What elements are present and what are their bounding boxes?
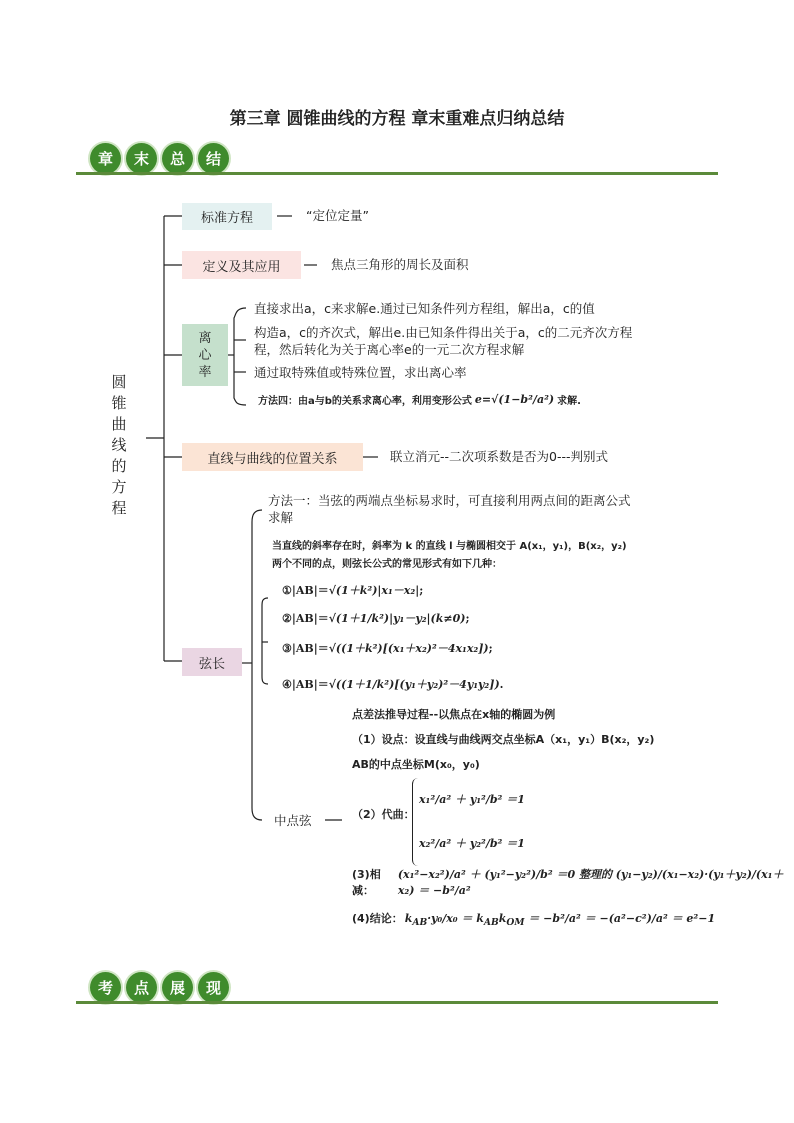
mid-chord-intro: 点差法推导过程--以焦点在x轴的椭圆为例 bbox=[352, 708, 556, 721]
section-char: 总 bbox=[162, 143, 193, 174]
step-3-formula: (x₁²−x₂²)/a² ＋ (y₁²−y₂²)/b² ＝0 整理的 (y₁−y₂)/(x₁−x₂)·(y₁＋y₂)/(x₁＋x₂) ＝ −b²/a² bbox=[397, 868, 784, 897]
step-3-label: (3)相减： bbox=[352, 868, 381, 897]
mid-chord-step-2: （2）代曲： bbox=[352, 808, 415, 821]
root-char: 方 bbox=[111, 478, 127, 496]
section-char: 章 bbox=[90, 143, 121, 174]
eccentricity-method-3: 通过取特殊值或特殊位置，求出离心率 bbox=[254, 365, 467, 380]
method-4-suffix: 求解. bbox=[557, 396, 581, 407]
section-rule bbox=[76, 1001, 718, 1004]
node-definition-desc: 焦点三角形的周长及面积 bbox=[331, 257, 469, 272]
chord-intro-line: 当直线的斜率存在时，斜率为 k 的直线 l 与椭圆相交于 A(x₁，y₁)，B(x₂，y₂) bbox=[272, 541, 627, 552]
eccentricity-method-2: 构造a，c的齐次式，解出e.由已知条件得出关于a，c的二元齐次方程 bbox=[254, 325, 633, 340]
node-char: 离 bbox=[198, 330, 212, 346]
mid-chord-midpoint: AB的中点坐标M(x₀，y₀) bbox=[352, 758, 480, 771]
root-char: 的 bbox=[111, 457, 127, 475]
root-char: 线 bbox=[111, 436, 127, 454]
system-eq-2: x₂²/a² ＋ y₂²/b² ＝1 bbox=[419, 837, 525, 850]
node-line-curve-position: 直线与曲线的位置关系 bbox=[182, 443, 363, 471]
root-char: 锥 bbox=[111, 394, 127, 412]
node-line-curve-position-desc: 联立消元--二次项系数是否为0---判别式 bbox=[390, 449, 609, 464]
root-char: 曲 bbox=[111, 415, 127, 433]
node-chord-length: 弦长 bbox=[182, 648, 242, 676]
mid-chord-label: 中点弦 bbox=[274, 813, 312, 828]
eccentricity-method-1: 直接求出a，c来求解e.通过已知条件列方程组，解出a，c的值 bbox=[254, 301, 595, 316]
chord-formula-3: ③|AB|＝√((1＋k²)[(x₁＋x₂)²－4x₁x₂]); bbox=[282, 642, 493, 655]
formula-label: ②|AB|＝ bbox=[282, 612, 329, 625]
node-eccentricity bbox=[182, 324, 228, 386]
eccentricity-method-4 bbox=[258, 392, 581, 407]
mid-chord-system bbox=[412, 778, 525, 866]
section-header-exam-points bbox=[90, 972, 229, 1002]
chord-method-1-cont: 求解 bbox=[268, 510, 294, 525]
step-4-formula: $k_{AB}\cdot y_0/x_0 = k_{AB}k_{OM} = -b^2/a^2 = -(a^2-c^2)/a^2 = e^2-1$ bbox=[404, 912, 716, 929]
method-4-formula: e=√(1−b²/a²) bbox=[474, 393, 555, 406]
section-char: 结 bbox=[198, 143, 229, 174]
section-char: 展 bbox=[162, 972, 193, 1003]
section-char: 现 bbox=[198, 972, 229, 1003]
chord-method-1: 方法一：当弦的两端点坐标易求时，可直接利用两点间的距离公式 bbox=[268, 493, 631, 508]
formula-label: ①|AB|＝ bbox=[282, 584, 329, 597]
page-title: 第三章 圆锥曲线的方程 章末重难点归纳总结 bbox=[229, 109, 565, 129]
root-char: 程 bbox=[111, 499, 127, 517]
section-char: 末 bbox=[126, 143, 157, 174]
formula-label: ③|AB|＝ bbox=[282, 642, 329, 655]
system-eq-1: x₁²/a² ＋ y₁²/b² ＝1 bbox=[419, 793, 525, 806]
step-4-label: (4)结论： bbox=[352, 912, 403, 925]
chord-intro bbox=[272, 538, 627, 574]
mid-chord-step-4 bbox=[352, 910, 715, 928]
section-char: 考 bbox=[90, 972, 121, 1003]
node-standard-equation: 标准方程 bbox=[182, 203, 272, 230]
mid-chord-step-3 bbox=[352, 866, 794, 898]
mid-chord-step-1: （1）设点：设直线与曲线两交点坐标A（x₁，y₁）B(x₂，y₂) bbox=[352, 733, 655, 746]
formula-label: ④|AB|＝ bbox=[282, 678, 329, 691]
node-char: 心 bbox=[198, 347, 212, 363]
chord-intro-line: 两个不同的点，则弦长公式的常见形式有如下几种： bbox=[272, 559, 502, 570]
node-char: 率 bbox=[198, 364, 212, 380]
root-char: 圆 bbox=[111, 373, 127, 391]
eccentricity-method-2-cont: 程，然后转化为关于离心率e的一元二次方程求解 bbox=[254, 342, 525, 357]
chord-formula-2: ②|AB|＝√(1＋1/k²)|y₁－y₂|(k≠0); bbox=[282, 612, 470, 625]
chord-formula-1: ①|AB|＝√(1＋k²)|x₁－x₂|; bbox=[282, 584, 424, 597]
chord-formula-4: ④|AB|＝√((1＋1/k²)[(y₁＋y₂)²－4y₁y₂]). bbox=[282, 678, 504, 691]
root-node bbox=[110, 372, 128, 519]
method-4-text: 方法四：由a与b的关系求离心率，利用变形公式 bbox=[258, 396, 472, 407]
node-definition: 定义及其应用 bbox=[182, 251, 301, 279]
section-char: 点 bbox=[126, 972, 157, 1003]
node-standard-equation-desc: “定位定量” bbox=[306, 208, 369, 223]
